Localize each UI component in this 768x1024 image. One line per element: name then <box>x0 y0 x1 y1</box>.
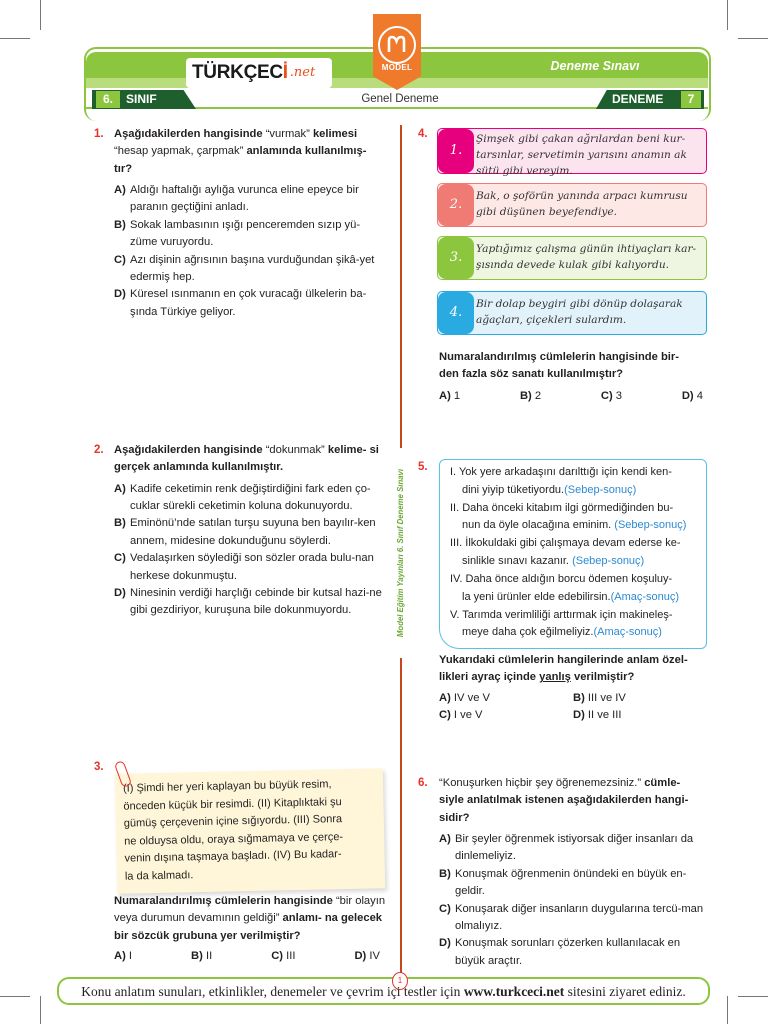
statement <box>450 571 700 607</box>
statement-line: II. Daha önceki kitabım ilgi görmediğinden bu- <box>450 501 674 514</box>
footer-text-b: sitesini ziyaret ediniz. <box>567 984 686 999</box>
test-number: 7 <box>681 91 701 108</box>
sentence-text: Bir dolap beygiri gibi dönüp dolaşarak ağaçları, çiçekleri sulardım. <box>476 298 683 326</box>
option-text: III <box>286 950 296 963</box>
question-stem <box>114 893 386 945</box>
statement-line: la yeni ürünler elde edebilirsin. <box>462 590 611 603</box>
statement-line: III. İlkokuldaki gibi çalışmaya devam ederse ke- <box>450 537 681 550</box>
statement <box>450 464 700 500</box>
option-letter: B) <box>191 950 203 963</box>
sentence-number: 3. <box>438 237 474 279</box>
sentence-text: Bak, o şoförün yanında arpacı kumrusu gibi düşünen beyefendiye. <box>476 190 688 218</box>
footer-link[interactable]: www.turkceci.net <box>463 984 565 999</box>
option-text: Konuşarak diğer insanların duygularına tercü-man olmalıyız. <box>455 902 704 932</box>
sticky-note <box>115 768 385 894</box>
answer-option[interactable] <box>114 550 386 585</box>
option-letter: B) <box>114 517 126 530</box>
note-line: önceden küçük bir resimdi. (II) Kitaplıktaki şu <box>123 795 342 813</box>
option-letter: B) <box>573 691 585 704</box>
option-letter: B) <box>519 389 532 402</box>
option-text: Konuşmak sorunları çözerken kullanılacak en büyük araçtır. <box>455 937 681 967</box>
note-line: gümüş çerçevenin içine sığıyordu. (III) Sonra <box>123 813 343 830</box>
stem-quote: “bir olayın veya durumun devamının geldiği” <box>114 895 386 925</box>
note-line: venin dışına taşmaya başladı. (IV) Bu kadar- <box>124 848 342 866</box>
grade-number: 6. <box>96 91 120 108</box>
answer-option[interactable] <box>439 707 573 724</box>
option-text: Sokak lambasının ışığı penceremden sızıp yü-züme vuruyordu. <box>130 218 361 249</box>
answer-option[interactable] <box>682 388 703 405</box>
option-text: I <box>128 950 133 963</box>
stem-underline: yanlış <box>539 671 571 684</box>
option-text: Bir şeyler öğrenmek istiyorsak diğer insanları da dinlemeliyiz. <box>455 833 694 863</box>
note-line: la da kalmadı. <box>124 869 194 883</box>
question-number: 3. <box>94 761 104 773</box>
logo-text: TÜRKÇEC <box>192 62 283 84</box>
statement-tag: (Sebep-sonuç) <box>564 483 637 496</box>
option-text: Aldığı haftalığı aylığa vurunca eline epeyce bir paranın geçtiğini anladı. <box>130 184 359 214</box>
stem-text: anlamında kullanılmış- <box>246 145 367 158</box>
option-letter: C) <box>439 709 451 722</box>
answer-option[interactable] <box>114 182 386 217</box>
answer-option[interactable] <box>439 690 573 707</box>
stem-text: sidir? <box>439 811 470 824</box>
sidebar-text: Model Eğitim Yayınları 6. Sınıf Deneme Sınavı <box>395 468 405 638</box>
option-letter: D) <box>354 950 367 963</box>
option-text: 3 <box>615 389 623 402</box>
stem-text: Aşağıdakilerden hangisinde <box>114 128 263 140</box>
question-3-stem <box>114 893 386 965</box>
statement-line: nun da öyle olacağına eminim. <box>462 519 612 532</box>
crop-mark <box>0 38 30 39</box>
answer-option[interactable] <box>271 948 295 965</box>
stem-text: Numaralandırılmış cümlelerin hangisinde <box>114 895 333 907</box>
stem-text: cümle- <box>644 777 681 789</box>
stem-text: si gerçek anlamında kullanılmıştır. <box>114 444 379 474</box>
answer-option[interactable] <box>114 948 132 965</box>
statement-line: IV. Daha önce aldığın borcu ödemen koşuluy- <box>450 572 673 585</box>
stem-text: verilmiştir? <box>573 671 635 684</box>
statement-tag: (Amaç-sonuç) <box>593 626 662 639</box>
option-letter: C) <box>114 552 126 565</box>
question-4-stem <box>439 349 707 405</box>
sentence-number: 2. <box>438 184 474 226</box>
stem-text: likleri ayraç içinde <box>439 671 537 684</box>
crop-mark <box>40 996 41 1024</box>
turkceci-logo[interactable] <box>186 58 332 88</box>
option-text: III ve IV <box>587 691 626 704</box>
answer-option[interactable] <box>191 948 212 965</box>
option-text: Azı dişinin ağrısının başına vurduğundan şikâ-yet edermiş hep. <box>130 253 375 283</box>
option-letter: D) <box>114 288 126 301</box>
question-number: 4. <box>418 128 428 140</box>
option-text: 2 <box>534 389 542 402</box>
option-text: IV <box>369 950 380 963</box>
statements-box <box>439 459 707 649</box>
stem-quote: “dokunmak” <box>265 444 325 456</box>
question-number: 2. <box>94 444 104 456</box>
answer-option[interactable] <box>114 286 386 321</box>
option-letter: C) <box>439 902 451 915</box>
answer-option[interactable] <box>573 690 707 707</box>
statement-line: V. Tarımda verimliliği arttırmak için makineleş- <box>450 608 673 621</box>
statement-tag: (Sebep-sonuç) <box>572 555 645 568</box>
statement <box>450 607 700 643</box>
stem-text: na gelecek bir sözcük grubuna yer verilmiştir? <box>114 912 383 942</box>
answer-option[interactable] <box>114 515 386 550</box>
question-stem <box>114 442 386 477</box>
footer-text-a: Konu anlatım sunuları, etkinlikler, denemeler ve çevrim içi testler için <box>81 984 461 999</box>
option-letter: A) <box>439 389 451 402</box>
option-text: IV ve V <box>453 691 490 704</box>
option-text: Kadife ceketimin renk değiştirdiğini fark eden ço-cuklar sürekli ceketimin koluna dokunuyordu. <box>130 482 371 513</box>
model-logo-icon <box>378 26 416 64</box>
sentence-text: Yaptığımız çalışma günün ihtiyaçları kar-şısında devede kulak gibi kalıyordu. <box>476 243 697 271</box>
stem-quote: “hesap yapmak, çarpmak” <box>114 145 244 158</box>
option-letter: D) <box>681 389 694 402</box>
question-6 <box>439 775 707 970</box>
option-text: II ve III <box>587 709 622 722</box>
sentence-box-4 <box>437 291 707 335</box>
stem-text: Aşağıdakilerden hangisinde <box>114 444 263 456</box>
note-line: ne olduysa oldu, oraya sığmamaya ve çerçe- <box>124 830 344 848</box>
option-letter: A) <box>439 691 451 704</box>
question-2 <box>114 442 386 620</box>
crop-mark <box>738 38 768 39</box>
footer-text <box>57 982 710 1003</box>
option-letter: A) <box>114 184 126 197</box>
exam-type: Deneme Sınavı <box>550 59 640 73</box>
answer-option[interactable] <box>439 388 460 405</box>
question-number: 6. <box>418 777 428 789</box>
note-line: (I) Şimdi her yeri kaplayan bu büyük resim, <box>122 778 332 795</box>
logo-net: .net <box>289 64 316 80</box>
stem-text: Yukarıdaki cümlelerin hangilerinde anlam özel- <box>439 654 688 666</box>
statement-line: I. Yok yere arkadaşını darılttığı için kendi ken- <box>450 466 672 478</box>
option-letter: D) <box>439 937 451 950</box>
stem-text: kelime- <box>327 444 367 456</box>
statement-tag: (Sebep-sonuç) <box>614 519 687 532</box>
option-text: 1 <box>453 389 461 402</box>
logo-i: İ <box>282 62 288 84</box>
option-text: Küresel ısınmanın en çok vuracağı ülkelerin ba-şında Türkiye geliyor. <box>130 288 367 318</box>
answer-option[interactable] <box>439 901 707 936</box>
statement-tag: (Amaç-sonuç) <box>610 590 680 603</box>
option-text: II <box>205 950 213 963</box>
stem-quote: “Konuşurken hiçbir şey öğrenemezsiniz.” <box>439 777 642 789</box>
answer-option[interactable] <box>573 707 707 724</box>
stem-text: Numaralandırılmış cümlelerin hangisinde bir- <box>439 351 679 363</box>
question-stem <box>439 775 707 827</box>
option-letter: A) <box>439 833 451 846</box>
question-5-stem <box>439 652 707 724</box>
answer-option[interactable] <box>439 866 707 901</box>
crop-mark <box>40 0 41 30</box>
sentence-box-1 <box>437 128 707 177</box>
sentence-number: 4. <box>438 292 474 334</box>
question-1 <box>114 126 386 321</box>
statement-line: sinlikle sınavı kazanır. <box>462 555 569 568</box>
answer-option[interactable] <box>439 935 707 970</box>
answer-option[interactable] <box>601 388 622 405</box>
option-letter: A) <box>114 482 126 495</box>
stem-text: siyle anlatılmak istenen aşağıdakilerden hangi- <box>439 794 689 807</box>
option-text: Eminönü’nde satılan turşu suyuna ben bayılır-ken annem, midesine dokunduğunu söylerdi. <box>130 517 376 547</box>
option-letter: B) <box>439 867 451 880</box>
question-number: 1. <box>94 128 104 140</box>
statement-line: dini yiyip tüketiyordu. <box>462 483 565 496</box>
stem-text: den fazla söz sanatı kullanılmıştır? <box>439 368 624 381</box>
sentence-number: 1. <box>438 129 474 173</box>
statement <box>450 500 700 536</box>
option-text: 4 <box>696 389 703 402</box>
option-letter: C) <box>114 253 126 266</box>
sentence-box-3 <box>437 236 707 280</box>
sentence-text: Şimşek gibi çakan ağrılardan beni kur-tarsınlar, servetimin yarısını anamın ak sütü gibi vereyim. <box>476 133 687 177</box>
stem-text: kelimesi <box>312 128 358 140</box>
option-text: I ve V <box>453 709 483 722</box>
option-letter: C) <box>271 950 284 963</box>
grade-label: SINIF <box>126 92 157 106</box>
option-letter: A) <box>114 950 126 963</box>
answer-option[interactable] <box>354 948 380 965</box>
sentence-box-2 <box>437 183 707 227</box>
answer-option[interactable] <box>114 217 386 252</box>
answer-option[interactable] <box>114 585 386 620</box>
option-letter: D) <box>573 709 585 722</box>
option-letter: D) <box>114 586 126 599</box>
page-subtitle: Genel Deneme <box>361 93 439 105</box>
answer-option[interactable] <box>520 388 541 405</box>
badge-label: MODEL <box>381 63 413 72</box>
test-label: DENEME <box>612 92 664 106</box>
crop-mark <box>0 996 30 997</box>
crop-mark <box>727 996 728 1024</box>
option-letter: B) <box>114 218 126 231</box>
statement-line: meye daha çok eğilmeliyiz. <box>462 626 594 639</box>
option-letter: C) <box>600 389 613 402</box>
option-text: Vedalaşırken söylediği son sözler orada bulu-nan herkese dokunmuştu. <box>130 552 374 582</box>
question-stem <box>114 126 386 178</box>
answer-option[interactable] <box>439 831 707 866</box>
option-text: Ninesinin verdiği harçlığı cebinde bir kutsal hazi-ne gibi gezdiriyor, kuruşuna bile dokunmuyordu. <box>130 586 382 617</box>
answer-option[interactable] <box>114 252 386 287</box>
statement <box>450 535 700 571</box>
page-number: 1 <box>392 972 408 990</box>
option-text: Konuşmak öğrenmenin önündeki en büyük en-geldir. <box>455 867 687 898</box>
question-number: 5. <box>418 461 428 473</box>
stem-text: tır? <box>114 162 133 175</box>
crop-mark <box>738 996 768 997</box>
answer-option[interactable] <box>114 481 386 516</box>
crop-mark <box>727 0 728 30</box>
stem-quote: “vurmak” <box>265 128 310 140</box>
stem-text: anlamı- <box>282 912 322 925</box>
